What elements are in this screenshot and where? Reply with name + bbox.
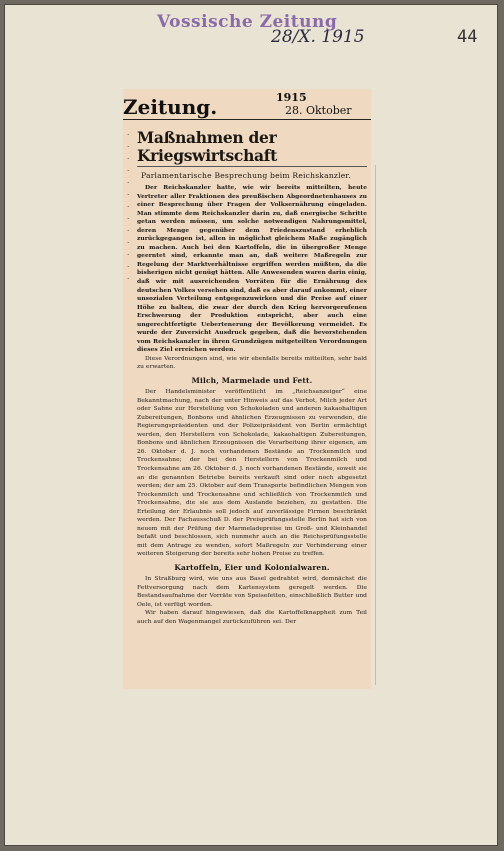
handwritten-date: 28/X. 1915	[271, 27, 365, 47]
masthead-date: 28. Oktober	[285, 104, 352, 117]
clipping-masthead	[123, 89, 371, 120]
masthead-name: Zeitung.	[123, 95, 218, 119]
masthead-year: 1915	[276, 91, 307, 104]
article-paragraph: Der Reichskanzler hatte, wie wir bereits mitteilten, heute Vertreter aller Fraktionen des preußischen Abgeordnetenhauses zu einer Besprechung über Fragen der Volksernährung eingeladen. Man stimmte dem Reichskanzler darin zu, daß energische Schritte getan werden müssen, um solche notwendigen Nahrungsmittel, deren Menge gegenüber dem Friedenszustand erheblich zurückgegangen ist, allen in möglichst gleichem Maße zugänglich zu machen. Auch bei den Kartoffeln, die in übergroßer Menge geerntet sind, erkannte man an, daß weitere Maßregeln zur Regelung der Marktverhältnisse ergriffen werden müßten, da die bisherigen nicht genügt hätten. Alle Anwesenden waren darin einig, daß wir mit ausreichenden Vorräten für die Ernährung des deutschen Volkes versehen sind, daß es aber darauf ankommt, einer unsozialen Verteilung entgegenzuwirken und die Preise auf einer Höhe zu halten, die zwar der durch den Krieg hervorgerufenen Erschwerung der Produktion entspricht, aber auch eine ungerechtfertigte Uebertenerung der Bevölkerung vermeidet. Es wurde der Zuversicht Ausdruck gegeben, daß die bevorstehenden vom Reichskanzler in ihren Grundzügen mitgeteilten Verordnungen dieses Ziel erreichen werden.	[137, 184, 367, 354]
article-paragraph: Der Handelsminister veröffentlicht im „Reichsanzeiger“ eine Bekanntmachung, nach der unter Hinweis auf das Verbot, Milch jeder Art oder Sahne zur Herstellung von Schokoladen und anderen kakaohaltigen Zubereitungen, Bonbons und ähnlichen Erzeugnissen zu verwenden, die Regierungspräsidenten und der Polizeipräsident von Berlin ermächtigt werden, den Herstellern von Schokolade, kakaohaltigen Zubereitungen, Bonbons und ähnlichen Erzeugnissen die Verarbeitung ihrer eigenen, am 26. Oktober d. J. noch vorhandenen Bestände an Trockenmilch und Trockensahne; der bei den Herstellern von Trockenmilch und Trockensahne am 26. Oktober d. J. noch vorhandenen Bestände, soweit sie an die genannten Betriebe bereits verkauft sind oder noch abgesetzt werden; der am 25. Oktober auf dem Transporte befindlichen Mengen von Trockenmilch und Trockensahne und schließlich von Trockenmilch und Trockensahne, die sie aus dem Auslande beziehen, zu gestatten. Die Erteilung der Erlaubnis soll jedoch auf zuverlässige Firmen beschränkt werden. Der Fachausschuß D. der Preisprüfungsstelle Berlin hat sich von neuem mit der Prüfung der Marmeladepreise im Groß- und Kleinhandel befaßt und beschlossen, sich nunmehr auch an die Reichsprüfungsstelle mit dem Antrage zu wenden, sofort Maßregeln zur Verhinderung einer weiteren Steigerung der bereits sehr hohen Preise zu treffen.	[137, 389, 367, 558]
newspaper-stamp: Vossische Zeitung	[157, 12, 338, 32]
article-paragraph: Diese Verordnungen sind, wie wir ebenfalls bereits mitteilten, sehr bald zu erwarten.	[137, 355, 367, 371]
archive-sheet	[4, 4, 498, 846]
article	[137, 129, 367, 626]
page-fold-line	[375, 165, 376, 685]
article-headline: Maßnahmen der Kriegswirtschaft	[137, 129, 367, 167]
article-paragraph: In Straßburg wird, wie uns aus Basel gedrahtet wird, demnächst die Fettversorgung nach dem Kartensystem geregelt werden. Die Bestandsaufnahme der Vorräte von Speisefetten, einschließlich Butter und Oele, ist verfügt worden.	[137, 575, 367, 608]
section-heading: Milch, Marmelade und Fett.	[191, 376, 313, 386]
newspaper-clipping	[123, 89, 371, 689]
article-paragraph: Wir haben darauf hingewiesen, daß die Kartoffelknappheit zum Teil auch auf den Wagenmangel zurückzuführen sei. Der	[137, 610, 367, 625]
article-subline: Parlamentarische Besprechung beim Reichskanzler.	[141, 171, 352, 180]
column-margin-marks: · · · · · · · · · · · · ·	[127, 131, 130, 283]
page-number: 44	[457, 27, 478, 47]
section-heading: Kartoffeln, Eier und Kolonialwaren.	[174, 562, 330, 572]
